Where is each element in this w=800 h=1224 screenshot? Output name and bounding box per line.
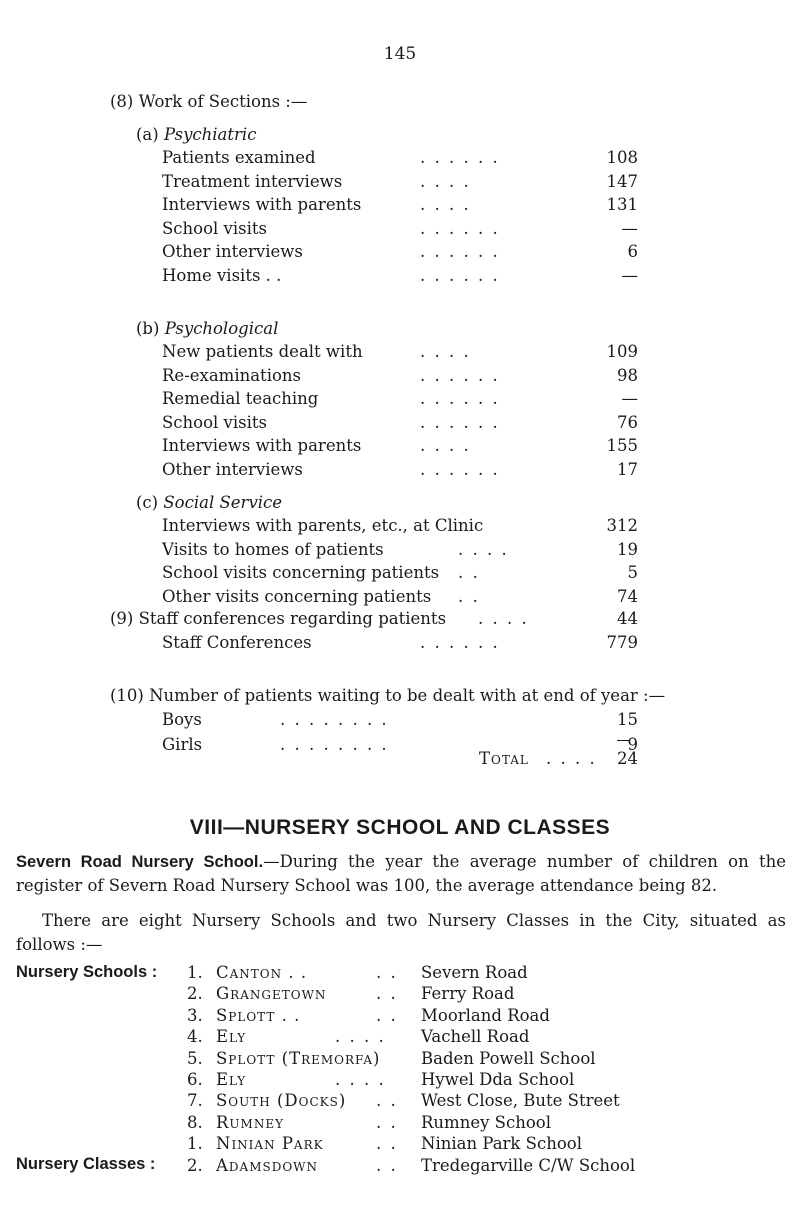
row-leader-dots: . . . . . . — [420, 266, 500, 285]
subsection-b-number: (b) — [136, 319, 160, 338]
subsection-b-heading — [136, 319, 278, 338]
row-label: Re-examinations — [162, 365, 301, 385]
row-value: 44 — [617, 609, 638, 628]
row-label: Treatment interviews — [162, 171, 343, 191]
row-value: 108 — [606, 148, 638, 167]
nursery-leader-dots: . . . . — [335, 1070, 386, 1089]
nursery-area: Ely — [216, 1070, 247, 1089]
row-leader-dots: . . . . . . — [420, 218, 500, 238]
nursery-leader-dots: . . — [376, 1155, 398, 1175]
nursery-number: 1. — [187, 963, 203, 982]
total-dots: . . . . — [546, 749, 597, 768]
nursery-location: Ninian Park School — [421, 1134, 582, 1154]
nursery-area: Splott (Tremorfa) — [216, 1048, 381, 1068]
nursery-schools-label: Nursery Schools : — [16, 963, 158, 981]
row-value: — — [621, 266, 638, 285]
section-heading: VIII—NURSERY SCHOOL AND CLASSES — [189, 816, 611, 839]
section-10-heading: (10) Number of patients waiting to be dealt with at end of year :— — [110, 686, 666, 705]
row-leader-dots: . . . . . . — [420, 365, 500, 385]
row-label: Girls — [162, 735, 203, 754]
row-label: Other interviews — [162, 460, 303, 479]
row-label: Remedial teaching — [162, 389, 319, 409]
nursery-location: West Close, Bute Street — [421, 1091, 620, 1111]
row-leader-dots: . . . . . . — [420, 460, 500, 479]
row-value: 147 — [606, 171, 638, 191]
nursery-number: 2. — [187, 1155, 203, 1175]
subsection-c-number: (c) — [136, 493, 159, 512]
row-label: Boys — [162, 710, 202, 729]
row-leader-dots: . . . . . . — [420, 242, 500, 262]
nursery-number: 5. — [187, 1048, 203, 1068]
row-value: 15 — [617, 710, 638, 729]
row-label: School visits — [162, 218, 268, 238]
nursery-number: 2. — [187, 984, 203, 1004]
nursery-leader-dots: . . — [376, 1091, 398, 1111]
row-label: Staff Conferences — [162, 632, 312, 652]
row-leader-dots: . . . . . . — [420, 389, 500, 409]
row-label: Patients examined — [162, 148, 316, 167]
row-label: Visits to homes of patients — [162, 539, 384, 559]
row-leader-dots: . . . . . . . . — [280, 710, 389, 729]
nursery-number: 3. — [187, 1005, 203, 1025]
nursery-area: South (Docks) — [216, 1091, 347, 1111]
nursery-location: Moorland Road — [421, 1005, 550, 1025]
nursery-location: Ferry Road — [421, 984, 515, 1004]
row-label: School visits concerning patients — [162, 563, 440, 583]
row-value: 312 — [606, 516, 638, 535]
row-label: (9) Staff conferences regarding patients — [110, 609, 447, 628]
page-number: 145 — [383, 44, 417, 64]
section-8-heading: (8) Work of Sections :— — [110, 92, 308, 111]
row-value: 76 — [617, 412, 638, 432]
nursery-leader-dots: . . — [376, 1005, 398, 1025]
row-label: Home visits . . — [162, 266, 282, 285]
nursery-number: 8. — [187, 1112, 203, 1132]
total-label: Total — [479, 749, 529, 768]
row-value: 17 — [617, 460, 638, 479]
subsection-c-title: Social Service — [163, 493, 283, 512]
row-leader-dots: . . . . . . — [420, 412, 500, 432]
row-leader-dots: . . — [458, 586, 480, 606]
nursery-number: 1. — [187, 1134, 203, 1154]
row-value: 155 — [606, 436, 638, 456]
row-value: 109 — [606, 342, 638, 361]
nursery-area: Splott . . — [216, 1005, 301, 1025]
total-rule — [617, 740, 629, 741]
row-leader-dots: . . . . . . — [420, 632, 500, 652]
row-label: Interviews with parents — [162, 195, 362, 215]
row-value: 779 — [606, 632, 638, 652]
nursery-leader-dots: . . — [376, 963, 398, 982]
nursery-area: Ninian Park — [216, 1134, 324, 1154]
subsection-a-title: Psychiatric — [163, 125, 257, 144]
total-value: 24 — [617, 749, 638, 768]
row-value: 9 — [627, 735, 638, 754]
row-label: Interviews with parents — [162, 436, 362, 456]
row-label: Interviews with parents, etc., at Clinic — [162, 516, 484, 535]
row-value: 98 — [617, 365, 638, 385]
nursery-area: Ely — [216, 1027, 247, 1047]
row-leader-dots: . . . . — [420, 436, 471, 456]
nursery-leader-dots: . . — [376, 1112, 398, 1132]
subsection-b-title: Psychological — [164, 319, 279, 338]
row-label: Other visits concerning patients — [162, 586, 432, 606]
nursery-location: Rumney School — [421, 1112, 551, 1132]
nursery-area: Grangetown — [216, 984, 327, 1004]
nursery-area: Canton . . — [216, 963, 308, 982]
row-leader-dots: . . . . — [420, 171, 471, 191]
nursery-location: Tredegarville C/W School — [421, 1155, 636, 1175]
nursery-leader-dots: . . — [376, 1134, 398, 1154]
row-leader-dots: . . . . . . — [420, 148, 500, 167]
nursery-number: 6. — [187, 1070, 203, 1089]
row-label: School visits — [162, 412, 268, 432]
row-label: Other interviews — [162, 242, 303, 262]
nursery-leader-dots: . . . . — [335, 1027, 386, 1047]
subsection-a-heading — [136, 125, 256, 144]
severn-road-text: —During the year the average number of children on the register of Severn Road Nursery School was 100, the average attendance being 82. — [16, 852, 786, 895]
row-value: 6 — [627, 242, 638, 262]
nursery-location: Vachell Road — [421, 1027, 530, 1047]
severn-road-paragraph — [16, 850, 786, 898]
row-value: — — [621, 218, 638, 238]
row-value: 131 — [606, 195, 638, 215]
nursery-number: 4. — [187, 1027, 203, 1047]
nursery-overview-paragraph: There are eight Nursery Schools and two Nursery Classes in the City, situated as follows :— — [16, 911, 786, 954]
nursery-area: Adamsdown — [216, 1155, 319, 1175]
row-leader-dots: . . . . . . . . — [280, 735, 389, 754]
row-value: 5 — [627, 563, 638, 583]
nursery-location: Baden Powell School — [421, 1048, 596, 1068]
row-label: New patients dealt with — [162, 342, 363, 361]
subsection-a-number: (a) — [136, 125, 159, 144]
nursery-leader-dots: . . — [376, 984, 398, 1004]
nursery-location: Severn Road — [421, 963, 528, 982]
row-leader-dots: . . . . — [478, 609, 529, 628]
row-leader-dots: . . . . — [458, 539, 509, 559]
nursery-location: Hywel Dda School — [421, 1070, 575, 1089]
row-value: — — [621, 389, 638, 409]
subsection-c-heading — [136, 493, 282, 512]
row-leader-dots: . . — [458, 563, 480, 583]
severn-road-lead: Severn Road Nursery School. — [16, 853, 264, 871]
row-value: 74 — [617, 586, 638, 606]
nursery-classes-label: Nursery Classes : — [16, 1155, 156, 1173]
row-value: 19 — [617, 539, 638, 559]
nursery-number: 7. — [187, 1091, 203, 1111]
row-leader-dots: . . . . — [420, 195, 471, 215]
nursery-area: Rumney — [216, 1112, 285, 1132]
row-leader-dots: . . . . — [420, 342, 471, 361]
